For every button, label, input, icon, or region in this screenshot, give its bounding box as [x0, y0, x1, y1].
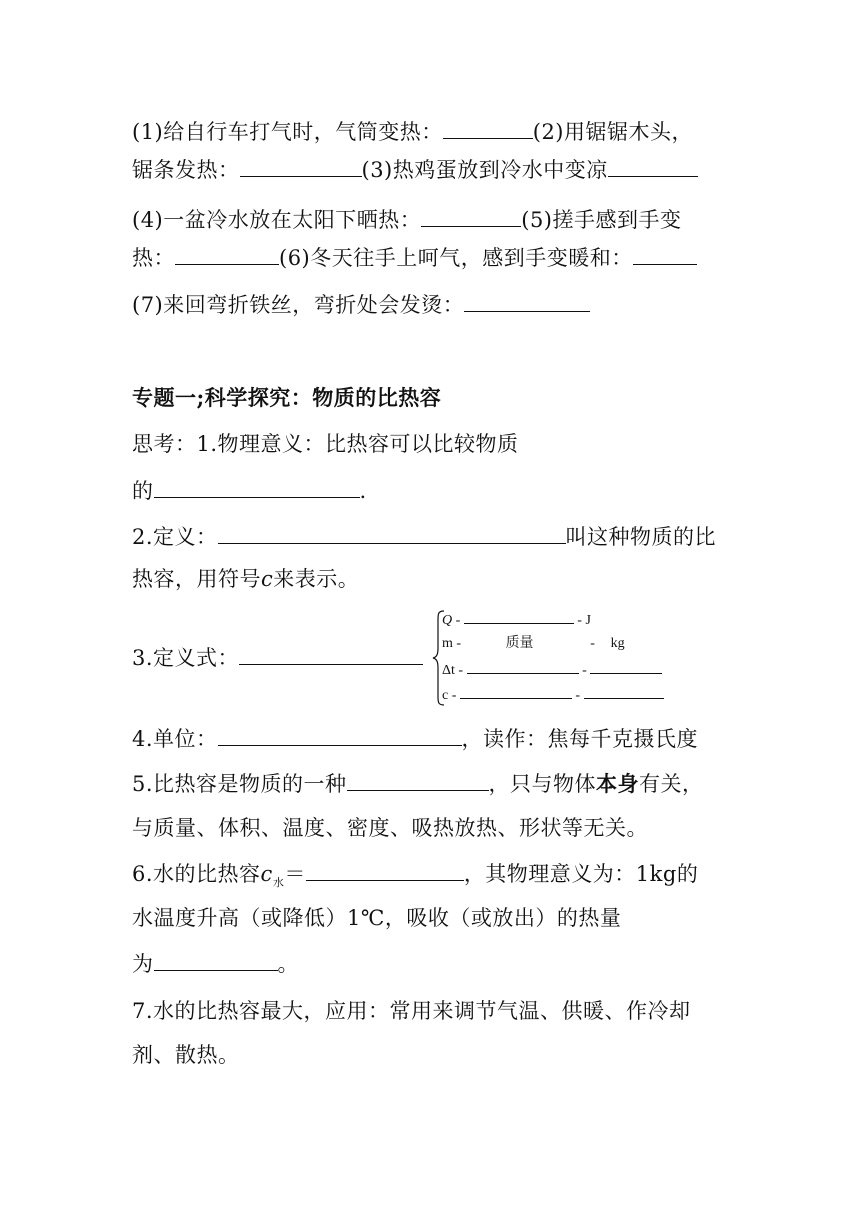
- separator: -: [454, 663, 467, 678]
- formula-label: 3.定义式：: [132, 646, 240, 670]
- unit-j: - J: [573, 613, 591, 628]
- separator: -: [571, 688, 584, 703]
- question-4-text: (4)一盆冷水放在太阳下晒热：: [132, 208, 422, 232]
- application-line-2: 剂、散热。: [132, 1043, 240, 1067]
- unit-tail: ，读作：焦每千克摄氏度: [461, 727, 699, 751]
- think-line: 思考：1.物理意义：比热容可以比较物质: [132, 432, 519, 456]
- question-3-text: (3)热鸡蛋放到冷水中变凉: [361, 158, 608, 182]
- think-cont: 的: [132, 479, 154, 503]
- answer-blank-water-c[interactable]: [306, 858, 464, 881]
- separator: -: [452, 613, 464, 628]
- answer-blank-7[interactable]: [464, 289, 590, 312]
- answer-blank-5[interactable]: [175, 242, 279, 265]
- water-end: 。: [277, 952, 299, 976]
- question-7-text: (7)来回弯折铁丝，弯折处会发烫：: [132, 293, 465, 317]
- question-6-text: (6)冬天往手上呵气，感到手变暖和：: [279, 246, 633, 270]
- water-line: [132, 858, 698, 898]
- section-heading: 专题一;科学探究：物质的比热容: [132, 385, 442, 410]
- definition-cont-a: 热容，用符号: [132, 567, 261, 591]
- answer-blank-property[interactable]: [347, 768, 489, 791]
- answer-blank-formula[interactable]: [239, 642, 423, 665]
- water-line-3: [132, 948, 299, 979]
- property-line-2: 与质量、体积、温度、密度、吸热放热、形状等无关。: [132, 816, 648, 840]
- formula-row-c: [442, 684, 664, 706]
- water-b: ，其物理意义为：1kg的: [463, 862, 699, 886]
- answer-blank-c-unit[interactable]: [584, 684, 664, 699]
- formula-row-dt: [442, 659, 662, 681]
- formula-line: [132, 642, 423, 673]
- symbol-m: m: [442, 636, 453, 651]
- definition-cont-b: 来表示。: [273, 567, 360, 591]
- unit-kg: kg: [610, 636, 625, 651]
- water-a: 6.水的比热容: [132, 862, 261, 886]
- definition-line-2: [132, 564, 359, 594]
- answer-blank-meaning[interactable]: [154, 475, 360, 498]
- answer-blank-4[interactable]: [421, 204, 521, 227]
- separator: -: [578, 663, 591, 678]
- water-line-2: 水温度升高（或降低）1℃，吸收（或放出）的热量: [132, 906, 622, 930]
- question-2-cont: 锯条发热：: [132, 158, 240, 182]
- property-a: 5.比热容是物质的一种: [132, 772, 347, 796]
- formula-row-q: [442, 609, 591, 631]
- question-line-5: [132, 289, 590, 320]
- property-line: [132, 768, 704, 799]
- unit-label: 4.单位：: [132, 727, 218, 751]
- answer-blank-unit[interactable]: [218, 723, 462, 746]
- unit-line: [132, 723, 698, 754]
- question-line-2: [132, 154, 698, 185]
- answer-blank-c-name[interactable]: [460, 684, 572, 699]
- property-b: ，只与物体: [488, 772, 597, 796]
- question-line-1: [132, 116, 693, 147]
- answer-blank-dt-unit[interactable]: [590, 659, 662, 674]
- answer-blank-2[interactable]: [240, 154, 362, 177]
- mass-label: 质量: [505, 636, 534, 651]
- question-line-3: [132, 204, 682, 235]
- think-line-2: [132, 475, 367, 506]
- symbol-c: c: [261, 567, 274, 591]
- separator: -: [448, 688, 460, 703]
- answer-blank-3[interactable]: [608, 154, 698, 177]
- water-sub: 水: [272, 876, 285, 890]
- application-line: 7.水的比热容最大，应用：常用来调节气温、供暖、作冷却: [132, 999, 691, 1023]
- question-line-4: [132, 242, 697, 273]
- property-c: 有关，: [639, 772, 704, 796]
- answer-blank-1[interactable]: [443, 116, 533, 139]
- question-5-cont: 热：: [132, 246, 175, 270]
- answer-blank-definition[interactable]: [218, 521, 566, 544]
- formula-row-m: m - 质量 - kg: [442, 634, 625, 654]
- water-symbol: c: [260, 862, 273, 886]
- question-5-text: (5)搓手感到手变: [521, 208, 682, 232]
- think-end: .: [359, 479, 367, 503]
- answer-blank-q[interactable]: [464, 609, 574, 624]
- symbol-q: Q: [442, 613, 453, 628]
- answer-blank-6[interactable]: [633, 242, 697, 265]
- answer-blank-heat[interactable]: [154, 948, 278, 971]
- separator: -: [452, 636, 465, 651]
- symbol-c-row: c: [442, 688, 449, 703]
- question-2-text: (2)用锯锯木头，: [532, 120, 693, 144]
- definition-tail: 叫这种物质的比: [565, 525, 717, 549]
- answer-blank-dt-name[interactable]: [467, 659, 579, 674]
- definition-label: 2.定义：: [132, 525, 218, 549]
- symbol-delta-t: Δt: [442, 663, 455, 678]
- question-1-text: (1)给自行车打气时，气筒变热：: [132, 120, 443, 144]
- property-bold: 本身: [596, 771, 640, 796]
- water-d: 为: [132, 952, 154, 976]
- water-eq: ＝: [284, 862, 306, 886]
- definition-line: [132, 521, 716, 552]
